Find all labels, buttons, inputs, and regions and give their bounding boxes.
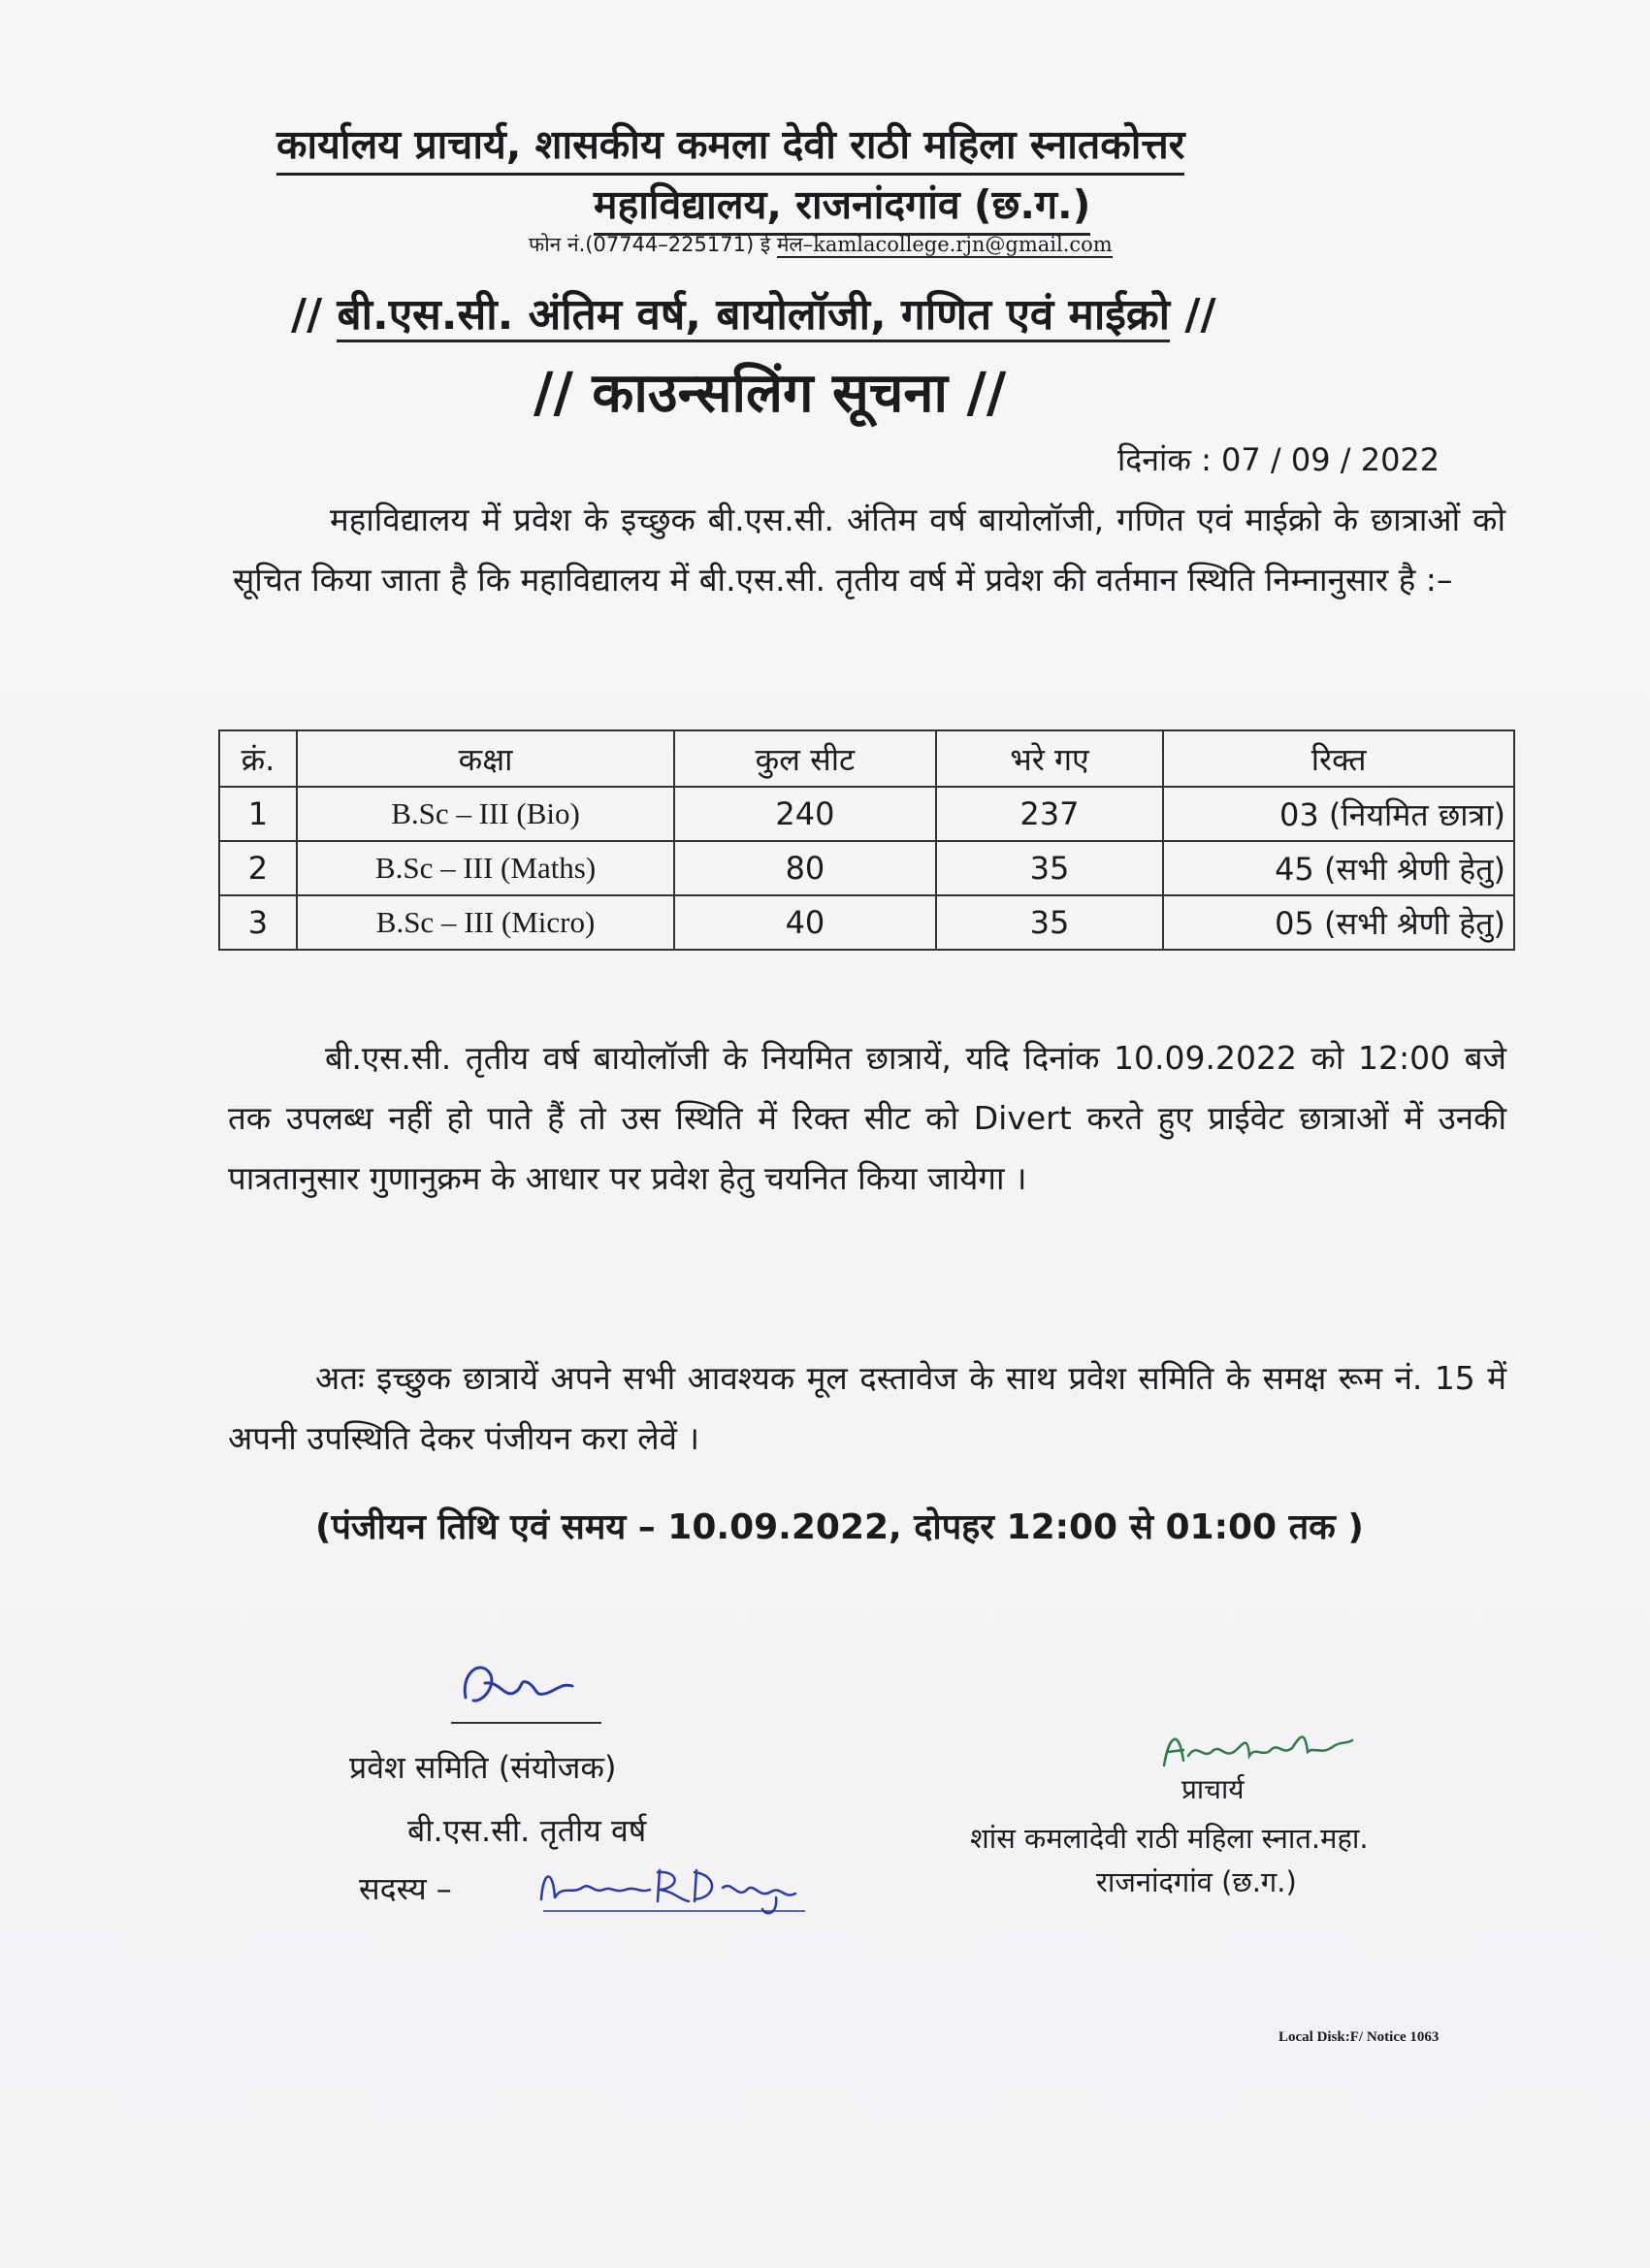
file-reference: Local Disk:F/ Notice 1063 [1278,2029,1440,2045]
cell-filled: 35 [936,841,1164,895]
email-text: मेल–kamlacollege.rjn@gmail.com [776,233,1113,256]
cell-total-seats: 40 [674,895,935,950]
cell-filled: 237 [936,787,1164,841]
header-serial: क्रं. [219,730,297,787]
office-heading: कार्यालय प्राचार्य, शासकीय कमला देवी राठी महिला स्नातकोत्तर [276,116,1184,176]
committee-label: प्रवेश समिति (संयोजक) [349,1749,617,1786]
cell-class: B.Sc – III (Maths) [297,841,674,895]
cell-serial: 3 [219,895,297,950]
course-left-marks: // [291,290,338,340]
header-class: कक्षा [297,730,674,787]
cell-class: B.Sc – III (Bio) [297,787,674,841]
cell-vacant: 45 (सभी श्रेणी हेतु) [1163,841,1514,895]
diversion-paragraph: बी.एस.सी. तृतीय वर्ष बायोलॉजी के नियमित छात्रायें, यदि दिनांक 10.09.2022 को 12:00 बजे तक उपलब्ध नहीं हो पाते हैं तो उस स्थिति में रिक्त सीट को Divert करते हुए प्राईवेट छात्राओं में उनकी पात्रतानुसार गुणानुक्रम के आधार पर प्रवेश हेतु चयनित किया जायेगा । [228,1039,1506,1197]
member-signature [534,1861,815,1919]
phone-text: फोन नं.(07744–225171) ई [529,233,777,256]
principal-city: राजनांदगांव (छ.ग.) [1096,1865,1297,1898]
cell-class: B.Sc – III (Micro) [297,895,674,950]
cell-serial: 1 [219,787,297,841]
principal-college: शांस कमलादेवी राठी महिला स्नात.महा. [970,1822,1369,1855]
table-row [219,895,1514,950]
signature-underline [451,1722,601,1724]
course-right-marks: // [1170,290,1216,340]
notice-title: // काउन्सलिंग सूचना // [534,362,1007,425]
committee-class: बी.एस.सी. तृतीय वर्ष [407,1812,647,1849]
table-header-row [219,730,1514,787]
contact-line [529,231,1113,258]
seat-status-table [218,729,1515,951]
header-total-seats: कुल सीट [674,730,935,787]
coordinator-signature [456,1654,601,1722]
member-label: सदस्य – [359,1870,452,1907]
intro-paragraph: महाविद्यालय में प्रवेश के इच्छुक बी.एस.सी. अंतिम वर्ष बायोलॉजी, गणित एवं माईक्रो के छात्राओं को सूचित किया जाता है कि महाविद्यालय में बी.एस.सी. तृतीय वर्ष में प्रवेश की वर्तमान स्थिति निम्नानुसार है :– [233,501,1505,599]
cell-vacant: 05 (सभी श्रेणी हेतु) [1163,895,1514,950]
principal-label: प्राचार्य [1181,1773,1245,1805]
header-filled: भरे गए [936,730,1164,787]
notice-date: दिनांक : 07 / 09 / 2022 [1117,441,1440,478]
table-row [219,787,1514,841]
college-heading: महाविद्यालय, राजनांदगांव (छ.ग.) [594,177,1090,236]
cell-vacant: 03 (नियमित छात्रा) [1163,787,1514,841]
document-paragraph: अतः इच्छुक छात्रायें अपने सभी आवश्यक मूल दस्तावेज के साथ प्रवेश समिति के समक्ष रूम नं. 15 में अपनी उपस्थिति देकर पंजीयन करा लेवें । [228,1359,1506,1457]
cell-filled: 35 [936,895,1164,950]
cell-total-seats: 80 [674,841,935,895]
cell-serial: 2 [219,841,297,895]
course-text: बी.एस.सी. अंतिम वर्ष, बायोलॉजी, गणित एवं माईक्रो [337,290,1170,342]
header-vacant: रिक्त [1163,730,1514,787]
table-row [219,841,1514,895]
course-line [291,283,1216,341]
cell-total-seats: 240 [674,787,935,841]
registration-time: (पंजीयन तिथि एवं समय – 10.09.2022, दोपहर 12:00 से 01:00 तक ) [315,1507,1364,1547]
